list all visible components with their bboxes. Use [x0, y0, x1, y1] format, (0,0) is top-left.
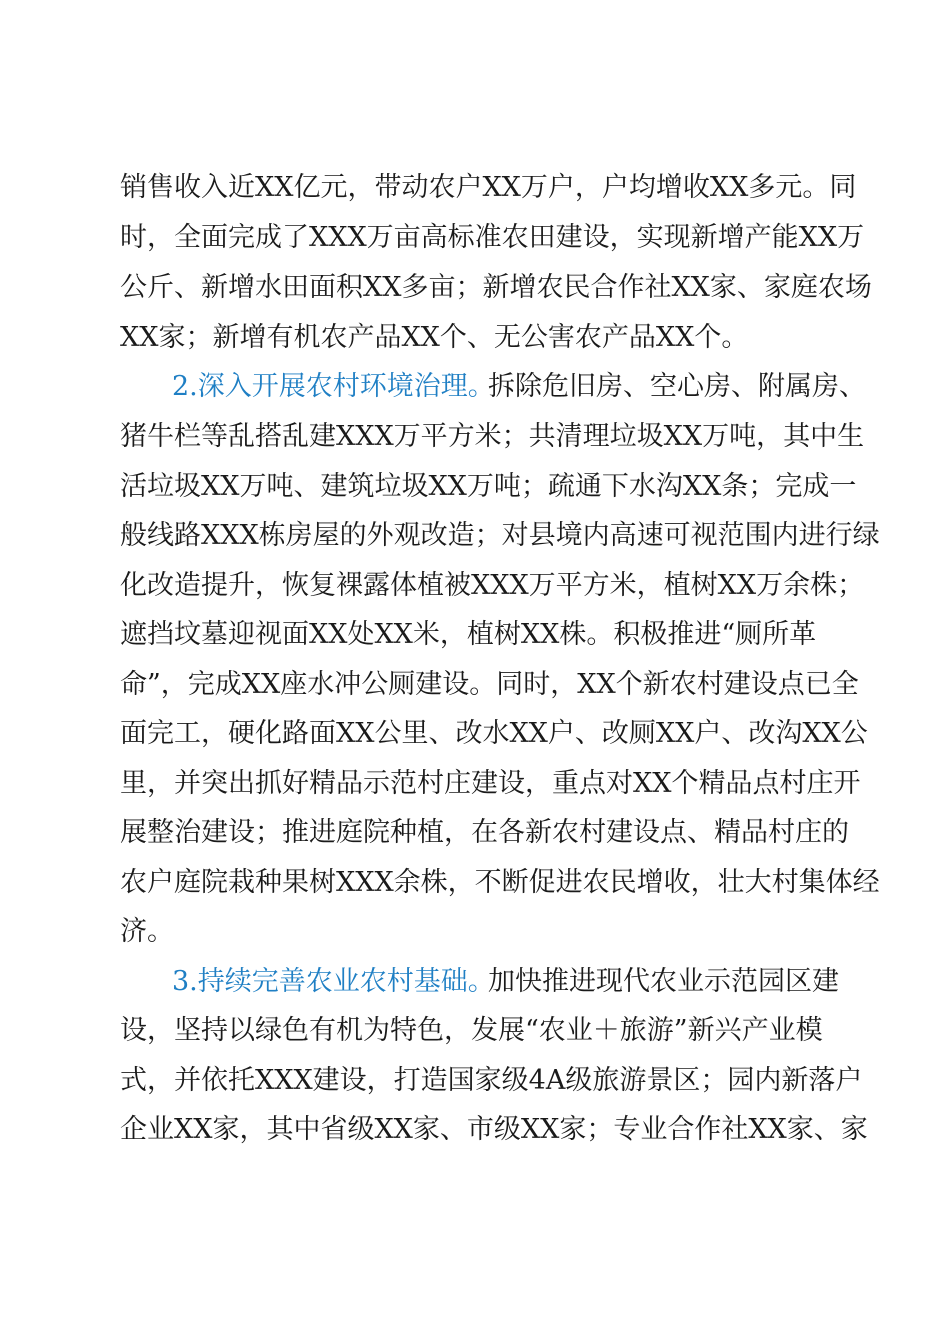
- line-text: XX家；新增有机农产品XX个、无公害农产品XX个。: [120, 322, 749, 353]
- text-line: [0, 367, 950, 407]
- text-line: [0, 813, 950, 853]
- text-line: [0, 665, 950, 705]
- line-text: 农户庭院栽种果树XXX余株，不断促进农民增收，壮大村集体经: [120, 867, 880, 898]
- line-text: 销售收入近XX亿元，带动农户XX万户，户均增收XX多元。同: [120, 172, 857, 203]
- text-line: [0, 764, 950, 804]
- line-text: 时，全面完成了XXX万亩高标准农田建设，实现新增产能XX万: [120, 222, 865, 253]
- text-line: [0, 962, 950, 1002]
- text-line: [0, 912, 950, 952]
- text-line: [0, 516, 950, 556]
- text-line: [0, 1061, 950, 1101]
- text-line: [0, 268, 950, 308]
- line-text: 遮挡坟墓迎视面XX处XX米，植树XX株。积极推进“厕所革: [120, 619, 817, 650]
- line-text: 化改造提升，恢复裸露体植被XXX万平方米，植树XX万余株；: [120, 570, 865, 601]
- line-text: 里，并突出抓好精品示范村庄建设，重点对XX个精品点村庄开: [120, 768, 861, 799]
- line-text: 命”，完成XX座水冲公厕建设。同时，XX个新农村建设点已全: [120, 669, 859, 700]
- text-line: [0, 318, 950, 358]
- line-text: 式，并依托XXX建设，打造国家级4A级旅游景区；园内新落户: [120, 1065, 863, 1096]
- text-line: [0, 218, 950, 258]
- line-text: 面完工，硬化路面XX公里、改水XX户、改厕XX户、改沟XX公: [120, 718, 868, 749]
- line-text: 公斤、新增水田面积XX多亩；新增农民合作社XX家、家庭农场: [120, 272, 872, 303]
- text-line: [0, 615, 950, 655]
- text-line: [0, 417, 950, 457]
- line-text: 拆除危旧房、空心房、附属房、: [488, 371, 866, 402]
- line-text: 济。: [120, 916, 174, 947]
- text-line: [0, 566, 950, 606]
- line-text: 设，坚持以绿色有机为特色，发展“农业＋旅游”新兴产业模: [120, 1015, 823, 1046]
- section-heading: 2.深入开展农村环境治理。: [172, 371, 495, 402]
- line-text: 般线路XXX栋房屋的外观改造；对县境内高速可视范围内进行绿: [120, 520, 880, 551]
- text-line: [0, 467, 950, 507]
- section-heading: 3.持续完善农业农村基础。: [172, 966, 495, 997]
- line-text: 猪牛栏等乱搭乱建XXX万平方米；共清理垃圾XX万吨，其中生: [120, 421, 865, 452]
- text-line: [0, 1011, 950, 1051]
- line-text: 加快推进现代农业示范园区建: [488, 966, 839, 997]
- text-line: [0, 1110, 950, 1150]
- line-text: 活垃圾XX万吨、建筑垃圾XX万吨；疏通下水沟XX条；完成一: [120, 471, 857, 502]
- line-text: 企业XX家，其中省级XX家、市级XX家；专业合作社XX家、家: [120, 1114, 868, 1145]
- line-text: 展整治建设；推进庭院种植，在各新农村建设点、精品村庄的: [120, 817, 849, 848]
- text-line: [0, 863, 950, 903]
- text-line: [0, 714, 950, 754]
- text-line: [0, 168, 950, 208]
